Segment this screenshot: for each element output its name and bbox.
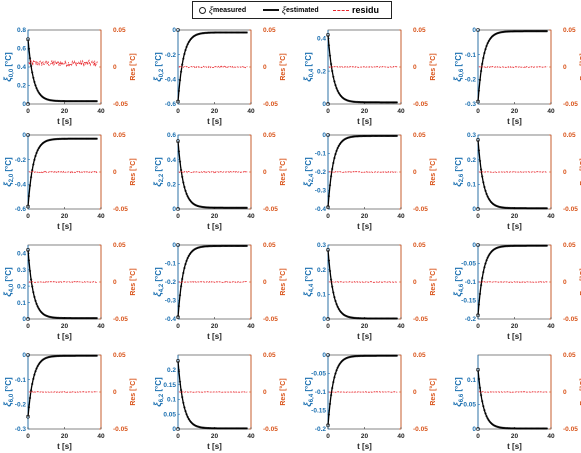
right-tick-label: 0.05	[563, 242, 576, 250]
y-tick-label: 0.2	[316, 266, 326, 274]
y-tick-label: -0.05	[461, 260, 476, 268]
legend-residual-label: residu	[352, 5, 380, 15]
x-tick-label: 0	[26, 433, 30, 440]
y-tick-label: -0.1	[314, 150, 326, 158]
right-tick-label: -0.05	[563, 206, 578, 214]
y-tick-label: 0	[472, 242, 476, 250]
y-tick-label: 0	[172, 242, 176, 250]
x-axis-label: t [s]	[357, 332, 372, 341]
x-axis-label: t [s]	[507, 222, 522, 231]
subplot-5	[153, 132, 287, 231]
x-tick-label: 20	[60, 108, 69, 115]
x-axis-label: t [s]	[57, 222, 72, 231]
y-tick-label: -0.3	[14, 426, 26, 434]
right-tick-label: -0.05	[263, 206, 278, 214]
residual-line	[179, 66, 247, 67]
right-tick-label: 0	[413, 64, 417, 72]
x-tick-label: 40	[397, 433, 405, 440]
y-tick-label: -0.2	[14, 156, 26, 164]
y-tick-label: 0	[172, 426, 176, 434]
right-tick-label: 0.05	[413, 132, 426, 140]
y-axis-label: $\xi_{0,4}$ [°C]	[303, 52, 315, 82]
subplot-10	[303, 242, 437, 341]
y-tick-label: -0.2	[164, 51, 176, 59]
x-tick-label: 0	[176, 433, 180, 440]
residual-line	[179, 392, 247, 393]
y-tick-label: 0.15	[163, 381, 176, 389]
x-tick-label: 0	[476, 213, 480, 220]
y-axis-label: $\xi_{6,2}$ [°C]	[153, 377, 165, 407]
x-axis-label: t [s]	[507, 442, 522, 451]
y-tick-label: 0	[472, 426, 476, 434]
x-tick-label: 40	[247, 323, 255, 330]
right-tick-label: 0	[413, 389, 417, 397]
x-tick-label: 0	[176, 108, 180, 115]
y-tick-label: -0.2	[164, 279, 176, 287]
right-tick-label: -0.05	[113, 101, 128, 109]
right-tick-label: 0.05	[113, 132, 126, 140]
subplot-1	[153, 27, 287, 126]
estimated-line-icon	[263, 9, 279, 11]
residual-line	[479, 172, 547, 173]
x-tick-label: 40	[547, 213, 555, 220]
y-axis-label: $\xi_{0,6}$ [°C]	[453, 52, 465, 82]
right-tick-label: -0.05	[413, 206, 428, 214]
y-axis-label: $\xi_{6,6}$ [°C]	[453, 377, 465, 407]
right-tick-label: 0	[263, 279, 267, 287]
subplot-13	[153, 352, 287, 451]
residual-line	[329, 392, 397, 393]
right-tick-label: 0	[113, 64, 117, 72]
x-tick-label: 40	[547, 108, 555, 115]
estimated-line	[28, 356, 97, 417]
y-tick-label: 0.4	[316, 35, 326, 43]
right-tick-label: 0.05	[263, 132, 276, 140]
right-tick-label: 0.05	[563, 352, 576, 360]
y-tick-label: 0.05	[163, 411, 176, 419]
right-tick-label: -0.05	[563, 101, 578, 109]
y-tick-label: -0.2	[314, 169, 326, 177]
x-tick-label: 0	[326, 323, 330, 330]
y-axis-label: $\xi_{4,6}$ [°C]	[453, 267, 465, 297]
y-axis-label: $\xi_{2,6}$ [°C]	[453, 157, 465, 187]
y-axis-label: $\xi_{0,0}$ [°C]	[3, 52, 15, 82]
y-tick-label: 0.2	[16, 283, 26, 291]
y-tick-label: 0	[472, 27, 476, 35]
y-tick-label: -0.6	[164, 101, 176, 109]
y-axis-label: $\xi_{2,0}$ [°C]	[3, 157, 15, 187]
y-tick-label: -0.2	[464, 76, 476, 84]
x-tick-label: 40	[547, 323, 555, 330]
right-tick-label: 0	[413, 169, 417, 177]
residual-line	[479, 67, 547, 68]
x-axis-label: t [s]	[207, 442, 222, 451]
x-tick-label: 0	[476, 108, 480, 115]
x-tick-label: 20	[60, 213, 69, 220]
subplot-4	[3, 132, 137, 231]
x-tick-label: 0	[176, 213, 180, 220]
subplot-15	[453, 352, 581, 451]
y-tick-label: 0.1	[166, 396, 176, 404]
residual-line	[479, 282, 547, 283]
x-tick-label: 40	[97, 213, 105, 220]
y-tick-label: 0.3	[316, 242, 326, 250]
x-tick-label: 20	[360, 213, 369, 220]
right-tick-label: 0	[113, 279, 117, 287]
right-axis-label: Res [°C]	[280, 158, 287, 186]
x-tick-label: 20	[510, 433, 519, 440]
y-tick-label: 0.4	[16, 250, 26, 258]
y-tick-label: -0.15	[311, 407, 326, 415]
right-tick-label: -0.05	[413, 316, 428, 324]
right-tick-label: -0.05	[563, 316, 578, 324]
x-tick-label: 20	[360, 433, 369, 440]
right-tick-label: 0	[563, 389, 567, 397]
y-tick-label: 0.1	[466, 181, 476, 189]
x-tick-label: 0	[26, 213, 30, 220]
y-tick-label: 0.2	[16, 82, 26, 90]
y-tick-label: 0.2	[316, 68, 326, 76]
right-tick-label: -0.05	[263, 316, 278, 324]
right-tick-label: 0.05	[263, 242, 276, 250]
subplot-0	[3, 27, 137, 126]
x-tick-label: 20	[60, 323, 69, 330]
right-tick-label: 0	[563, 64, 567, 72]
subplot-2	[303, 27, 437, 126]
x-axis-label: t [s]	[207, 332, 222, 341]
right-axis-label: Res [°C]	[130, 268, 137, 296]
x-axis-label: t [s]	[207, 117, 222, 126]
right-tick-label: -0.05	[413, 426, 428, 434]
x-tick-label: 0	[476, 323, 480, 330]
right-tick-label: 0.05	[113, 27, 126, 35]
residual-line	[179, 171, 247, 172]
subplot-14	[303, 352, 437, 451]
right-tick-label: 0.05	[563, 132, 576, 140]
right-tick-label: 0.05	[113, 352, 126, 360]
y-tick-label: 0	[172, 206, 176, 214]
y-tick-label: -0.4	[314, 206, 326, 214]
y-tick-label: -0.1	[464, 51, 476, 59]
x-tick-label: 40	[397, 108, 405, 115]
x-axis-label: t [s]	[207, 222, 222, 231]
x-axis-label: t [s]	[357, 222, 372, 231]
subplot-11	[453, 242, 581, 341]
right-tick-label: 0.05	[263, 27, 276, 35]
x-axis-label: t [s]	[507, 332, 522, 341]
y-axis-label: $\xi_{4,2}$ [°C]	[153, 267, 165, 297]
y-tick-label: 0	[22, 101, 26, 109]
x-tick-label: 20	[510, 213, 519, 220]
legend-item-estimated	[263, 2, 319, 18]
right-axis-label: Res [°C]	[430, 378, 437, 406]
y-tick-label: 0	[322, 352, 326, 360]
right-tick-label: 0	[263, 169, 267, 177]
y-tick-label: -0.6	[14, 206, 26, 214]
x-tick-label: 40	[247, 108, 255, 115]
y-tick-label: -0.3	[314, 187, 326, 195]
x-tick-label: 0	[26, 108, 30, 115]
y-tick-label: -0.1	[14, 376, 26, 384]
right-axis-label: Res [°C]	[130, 158, 137, 186]
y-axis-label: $\xi_{4,4}$ [°C]	[303, 267, 315, 297]
x-tick-label: 20	[210, 108, 219, 115]
y-tick-label: 0.4	[166, 156, 176, 164]
y-tick-label: 0	[322, 101, 326, 109]
right-axis-label: Res [°C]	[280, 378, 287, 406]
y-axis-label: $\xi_{2,2}$ [°C]	[153, 157, 165, 187]
y-tick-label: -0.15	[461, 297, 476, 305]
x-tick-label: 20	[360, 108, 369, 115]
y-tick-label: -0.1	[464, 279, 476, 287]
y-tick-label: 0	[322, 316, 326, 324]
y-tick-label: 0.6	[16, 45, 26, 53]
right-tick-label: 0.05	[413, 352, 426, 360]
right-axis-label: Res [°C]	[280, 268, 287, 296]
right-axis-label: Res [°C]	[280, 53, 287, 81]
x-tick-label: 20	[210, 323, 219, 330]
y-axis-label: $\xi_{0,2}$ [°C]	[153, 52, 165, 82]
x-tick-label: 0	[476, 433, 480, 440]
x-tick-label: 20	[60, 433, 69, 440]
x-tick-label: 20	[510, 323, 519, 330]
right-axis-label: Res [°C]	[430, 268, 437, 296]
y-tick-label: 0.2	[466, 156, 476, 164]
subplot-7	[453, 132, 581, 231]
residual-line	[329, 172, 397, 173]
x-tick-label: 40	[97, 108, 105, 115]
x-axis-label: t [s]	[357, 442, 372, 451]
right-tick-label: 0.05	[413, 242, 426, 250]
right-tick-label: -0.05	[113, 316, 128, 324]
legend-measured-symbol: ξ	[209, 5, 214, 15]
right-tick-label: 0	[563, 169, 567, 177]
x-tick-label: 40	[247, 433, 255, 440]
y-tick-label: 0.3	[466, 132, 476, 140]
y-tick-label: 0	[22, 316, 26, 324]
y-tick-label: 0.1	[16, 299, 26, 307]
y-tick-label: 0.4	[16, 64, 26, 72]
right-tick-label: 0	[113, 389, 117, 397]
x-axis-label: t [s]	[57, 442, 72, 451]
right-tick-label: -0.05	[113, 426, 128, 434]
residual-line	[29, 60, 97, 66]
right-tick-label: -0.05	[413, 101, 428, 109]
y-tick-label: -0.3	[464, 101, 476, 109]
y-axis-label: $\xi_{4,0}$ [°C]	[3, 267, 15, 297]
y-tick-label: -0.1	[164, 260, 176, 268]
x-tick-label: 0	[176, 323, 180, 330]
x-tick-label: 20	[360, 323, 369, 330]
x-axis-label: t [s]	[357, 117, 372, 126]
right-tick-label: 0	[413, 279, 417, 287]
x-tick-label: 40	[247, 213, 255, 220]
x-tick-label: 0	[26, 323, 30, 330]
residual-line	[479, 392, 547, 393]
right-axis-label: Res [°C]	[430, 53, 437, 81]
right-axis-label: Res [°C]	[130, 53, 137, 81]
residual-line	[329, 282, 397, 283]
right-tick-label: 0	[263, 64, 267, 72]
y-tick-label: -0.2	[314, 426, 326, 434]
y-tick-label: -0.2	[14, 401, 26, 409]
right-tick-label: 0	[113, 169, 117, 177]
y-tick-label: -0.4	[14, 181, 26, 189]
right-tick-label: -0.05	[563, 426, 578, 434]
x-tick-label: 0	[326, 213, 330, 220]
right-axis-label: Res [°C]	[130, 378, 137, 406]
x-tick-label: 20	[510, 108, 519, 115]
measured-marker-icon	[199, 7, 206, 14]
y-tick-label: -0.1	[314, 389, 326, 397]
y-axis-label: $\xi_{2,4}$ [°C]	[303, 157, 315, 187]
right-tick-label: 0.05	[563, 27, 576, 35]
y-tick-label: -0.4	[164, 316, 176, 324]
legend-item-residual	[333, 2, 379, 18]
y-tick-label: -0.05	[311, 370, 326, 378]
y-tick-label: 0	[22, 132, 26, 140]
y-tick-label: 0	[322, 132, 326, 140]
x-axis-label: t [s]	[57, 332, 72, 341]
y-tick-label: 0	[172, 27, 176, 35]
x-tick-label: 20	[210, 433, 219, 440]
y-tick-label: 0.2	[166, 367, 176, 374]
subplot-3	[453, 27, 581, 126]
y-axis-label: $\xi_{6,4}$ [°C]	[303, 377, 315, 407]
legend	[192, 1, 392, 19]
subplot-12	[3, 352, 137, 451]
legend-estimated-sub: estimated	[286, 6, 319, 14]
y-tick-label: 0.8	[16, 27, 26, 35]
residual-line	[29, 282, 97, 283]
y-tick-label: 0.3	[16, 266, 26, 274]
y-tick-label: 0.1	[316, 291, 326, 299]
x-tick-label: 40	[97, 433, 105, 440]
x-tick-label: 40	[97, 323, 105, 330]
subplot-9	[153, 242, 287, 341]
residual-line-icon	[333, 10, 349, 11]
x-tick-label: 40	[397, 213, 405, 220]
legend-estimated-symbol: ξ	[282, 5, 287, 15]
y-tick-label: 0.6	[166, 132, 176, 140]
x-tick-label: 0	[326, 108, 330, 115]
y-tick-label: -0.2	[464, 316, 476, 324]
y-tick-label: -0.4	[164, 76, 176, 84]
x-tick-label: 20	[210, 213, 219, 220]
x-tick-label: 40	[397, 323, 405, 330]
residual-line	[29, 171, 97, 172]
residual-line	[179, 282, 247, 283]
right-tick-label: -0.05	[263, 426, 278, 434]
y-axis-label: $\xi_{6,0}$ [°C]	[3, 377, 15, 407]
right-tick-label: 0.05	[263, 352, 276, 360]
right-axis-label: Res [°C]	[430, 158, 437, 186]
y-tick-label: 0.05	[463, 401, 476, 409]
x-tick-label: 40	[547, 433, 555, 440]
legend-measured-sub: measured	[213, 6, 247, 14]
subplot-8	[3, 242, 137, 341]
right-tick-label: 0	[563, 279, 567, 287]
x-tick-label: 0	[326, 433, 330, 440]
y-tick-label: 0	[22, 352, 26, 360]
legend-item-measured	[199, 2, 246, 18]
right-tick-label: 0.05	[113, 242, 126, 250]
y-tick-label: 0	[472, 206, 476, 214]
right-tick-label: -0.05	[113, 206, 128, 214]
subplot-6	[303, 132, 437, 231]
right-tick-label: -0.05	[263, 101, 278, 109]
y-tick-label: 0.2	[166, 181, 176, 189]
x-axis-label: t [s]	[507, 117, 522, 126]
y-tick-label: -0.3	[164, 297, 176, 305]
y-tick-label: 0.1	[466, 376, 476, 384]
right-tick-label: 0	[263, 389, 267, 397]
residual-line	[29, 392, 97, 393]
residual-line	[329, 67, 397, 68]
x-axis-label: t [s]	[57, 117, 72, 126]
right-tick-label: 0.05	[413, 27, 426, 35]
